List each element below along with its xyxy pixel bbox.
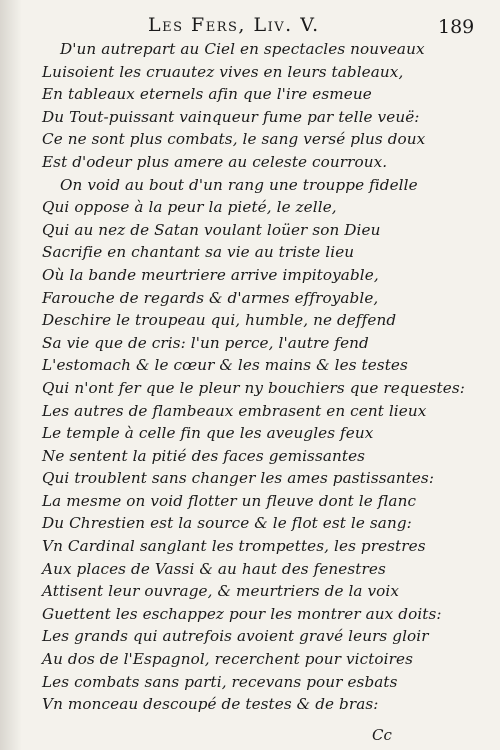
verse-line: Qui n'ont fer que le pleur ny bouchiers que requestes:	[42, 378, 465, 397]
verse-line: Qui au nez de Satan voulant loüer son Dieu	[42, 220, 381, 239]
verse-line: Aux places de Vassi & au haut des fenestres	[42, 559, 386, 578]
verse-line: Guettent les eschappez pour les montrer aux doits:	[42, 604, 442, 623]
running-head: Les Fers, Liv. V.	[148, 14, 320, 36]
verse-line: Qui troublent sans changer les ames pastissantes:	[42, 469, 435, 488]
verse-line: Où la bande meurtriere arrive impitoyable,	[42, 265, 379, 284]
verse-line: Vn monceau descoupé de testes & de bras:	[42, 695, 379, 714]
verse-line: Du Chrestien est la source & le flot est le sang:	[42, 514, 412, 533]
verse-line: Ce ne sont plus combats, le sang versé plus doux	[42, 130, 426, 149]
verse-line: Ne sentent la pitié des faces gemissantes	[42, 446, 366, 465]
verse-line: Sa vie que de cris: l'un perce, l'autre fend	[42, 333, 369, 352]
verse-line: Qui oppose à la peur la pieté, le zelle,	[42, 198, 337, 217]
page-number: 189	[438, 16, 475, 38]
verse-line: On void au bout d'un rang une trouppe fidelle	[60, 175, 418, 194]
verse-line: Les grands qui autrefois avoient gravé leurs gloir	[42, 627, 429, 646]
verse-line: Farouche de regards & d'armes effroyable,	[42, 288, 379, 307]
verse-line: Deschire le troupeau qui, humble, ne deffend	[42, 311, 397, 330]
verse-line: Sacrifie en chantant sa vie au triste lieu	[42, 243, 355, 262]
verse-body	[42, 38, 482, 716]
page-header	[0, 10, 500, 40]
verse-line: Vn Cardinal sanglant les trompettes, les prestres	[42, 537, 426, 556]
verse-line: Du Tout-puissant vainqueur fume par telle veuë:	[42, 107, 420, 126]
verse-line: Le temple à celle fin que les aveugles feux	[42, 424, 374, 443]
verse-line: D'un autrepart au Ciel en spectacles nouveaux	[60, 40, 425, 58]
verse-line: Est d'odeur plus amere au celeste courroux.	[42, 152, 388, 171]
verse-line: Attisent leur ouvrage, & meurtriers de la voix	[42, 582, 400, 601]
verse-line: La mesme on void flotter un fleuve dont le flanc	[42, 491, 417, 510]
verse-line: Au dos de l'Espagnol, recerchent pour victoires	[42, 650, 413, 669]
verse-line: Les combats sans parti, recevans pour esbats	[42, 672, 398, 691]
verse-line: En tableaux eternels afin que l'ire esmeue	[42, 85, 372, 104]
catchword: Cc	[372, 726, 392, 744]
verse-line: Les autres de flambeaux embrasent en cent lieux	[42, 401, 427, 420]
gutter-shadow	[0, 0, 22, 750]
verse-line: L'estomach & le cœur & les mains & les testes	[42, 356, 408, 375]
verse-line: Luisoient les cruautez vives en leurs tableaux,	[42, 62, 404, 81]
